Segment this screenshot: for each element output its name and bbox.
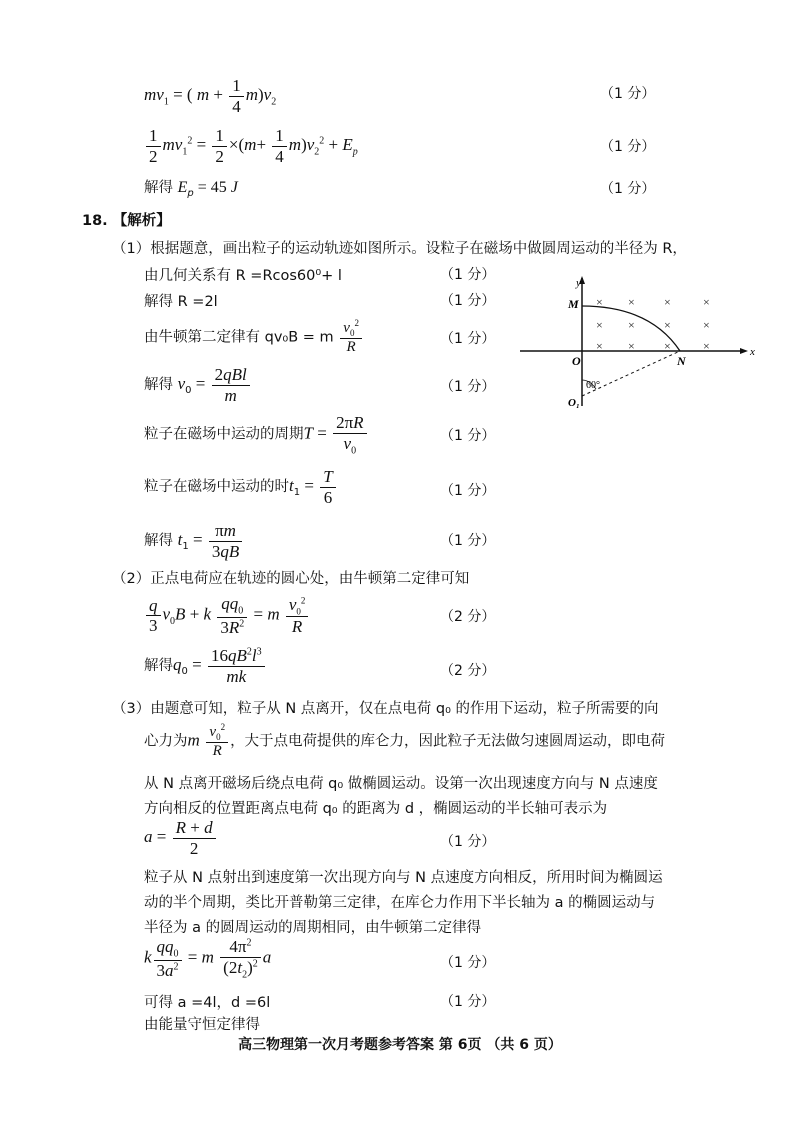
eq-momentum: $mv_1$ = ( m + $\frac{1}{4}$ $m)v_2$: [144, 76, 277, 116]
q18-p3-line4: 方向相反的位置距离点电荷 q₀ 的距离为 d ，椭圆运动的半长轴可表示为: [144, 801, 608, 817]
trajectory-figure: [520, 276, 760, 426]
label-N: N: [677, 354, 686, 368]
eq-energy: $\frac{1}{2}$ $mv_1^2$ = $\frac{1}{2}$ ×(m+ $\frac{1}{4}$ $m)v_2^2 + E_p$: [144, 126, 358, 166]
q18-heading-label: 【解析】: [112, 213, 171, 229]
q18-heading: [82, 209, 171, 230]
cross: ×: [703, 318, 710, 332]
q18-line-geometry: 由几何关系有 R =Rcos60⁰+ l: [144, 268, 342, 284]
score-1: （1 分）: [440, 267, 496, 283]
cross: ×: [628, 295, 635, 309]
q18-p3-line2: 心力为m $\frac{v_0^2}{R}$ ，大于点电荷提供的库仑力，因此粒子无法做匀速圆周运动，即电荷: [144, 722, 666, 760]
q18-p3-line7: 半径为 a 的圆周运动的周期相同，由牛顿第二定律得: [144, 920, 482, 936]
q18-p3-line6: 动的半个周期，类比开普勒第三定律，在库仑力作用下半长轴为 a 的椭圆运动与: [144, 895, 656, 911]
cross: ×: [628, 318, 635, 332]
score-3: （1 分）: [440, 331, 496, 347]
page-footer: 高三物理第一次月考题参考答案 第 6页 （共 6 页）: [238, 1037, 562, 1053]
cross: ×: [664, 318, 671, 332]
cross: ×: [703, 339, 710, 353]
q18-line-time: 粒子在磁场中运动的时$t_1$ = $\frac{T}{6}$: [144, 467, 338, 507]
q18-p2-intro: （2）正点电荷应在轨迹的圆心处，由牛顿第二定律可知: [112, 571, 470, 587]
label-angle: 60°: [586, 380, 600, 391]
q18-p3-line3: 从 N 点离开磁场后绕点电荷 q₀ 做椭圆运动。设第一次出现速度方向与 N 点速度: [144, 776, 658, 792]
q18-line-period: 粒子在磁场中运动的周期T = $\frac{2\pi R}{v_0}$: [144, 413, 369, 456]
q18-line-newton: 由牛顿第二定律有 qv₀B = m $\frac{v_0^2}{R}$: [144, 318, 364, 357]
result-ep: 解得 $E_p = 45$ J: [144, 179, 238, 199]
score-top-3: （1 分）: [600, 181, 656, 197]
score-4: （1 分）: [440, 379, 496, 395]
score-7: （1 分）: [440, 533, 496, 549]
q18-p3-line2-b: ，大于点电荷提供的库仑力，因此粒子无法做匀速圆周运动，即电荷: [230, 733, 666, 750]
cross: ×: [596, 295, 603, 309]
q18-eq-semimajor: a = $\frac{R + d}{2}$: [144, 818, 218, 858]
q18-p1-intro: （1）根据题意，画出粒子的运动轨迹如图所示。设粒子在磁场中做圆周运动的半径为 R，: [112, 241, 687, 257]
q18-line-energy: 由能量守恒定律得: [144, 1017, 260, 1033]
q18-p3-line2-a: 心力为: [144, 733, 188, 750]
q18-newton-text: 由牛顿第二定律有 qv₀B = m: [144, 329, 334, 346]
q18-time-label: 粒子在磁场中运动的时: [144, 479, 289, 496]
score-6: （1 分）: [440, 483, 496, 499]
q18-line-v0: 解得 $v_0$ = $\frac{\text{2qBl}}{m}$: [144, 365, 252, 405]
q18-p3-line1: （3）由题意可知，粒子从 N 点离开，仅在点电荷 q₀ 的作用下运动，粒子所需要的向: [112, 701, 659, 717]
cross: ×: [664, 295, 671, 309]
score-top-2: （1 分）: [600, 139, 656, 155]
cross: ×: [596, 339, 603, 353]
score-2: （1 分）: [440, 293, 496, 309]
cross: ×: [664, 339, 671, 353]
q18-q0-label: 解得: [144, 658, 173, 675]
cross: ×: [628, 339, 635, 353]
score-9: （2 分）: [440, 663, 496, 679]
score-8: （2 分）: [440, 609, 496, 625]
q18-p3-line5: 粒子从 N 点射出到速度第一次出现方向与 N 点速度方向相反，所用时间为椭圆运: [144, 870, 663, 886]
x-axis-arrow: [740, 348, 748, 354]
score-10: （1 分）: [440, 834, 496, 850]
label-x: x: [750, 346, 755, 358]
q18-t1-label: 解得: [144, 533, 173, 550]
score-top-1: （1 分）: [600, 86, 656, 102]
q18-line-result: 可得 a =4l，d =6l: [144, 995, 271, 1011]
q18-eq-kepler: k $\frac{qq_0}{3a^2}$ = m $\frac{4\pi^2}{(2t_2)^2}$ a: [144, 937, 272, 980]
q18-eq-coulomb: $\frac{q}{3}$ $v_0B + k$ $\frac{qq_0}{3R^2}$ = m $\frac{v_0^2}{R}$: [144, 594, 310, 637]
q18-number: 18.: [82, 213, 108, 229]
q18-line-r2l: 解得 R =2l: [144, 294, 218, 310]
q18-v0-label: 解得: [144, 377, 173, 394]
score-11: （1 分）: [440, 955, 496, 971]
cross: ×: [596, 318, 603, 332]
label-M: M: [568, 297, 579, 311]
cross: ×: [703, 295, 710, 309]
score-5: （1 分）: [440, 428, 496, 444]
q18-line-t1: 解得 $t_1$ = $\frac{\pi m}{3qB}$: [144, 521, 244, 561]
label-y: y: [576, 277, 581, 289]
q18-line-q0: 解得$q_0$ = $\frac{16qB^2l^3}{mk}$: [144, 646, 267, 686]
score-12: （1 分）: [440, 994, 496, 1010]
q18-period-label: 粒子在磁场中运动的周期: [144, 426, 304, 443]
label-O: O: [572, 354, 581, 368]
label-O1: O₁: [568, 397, 580, 409]
